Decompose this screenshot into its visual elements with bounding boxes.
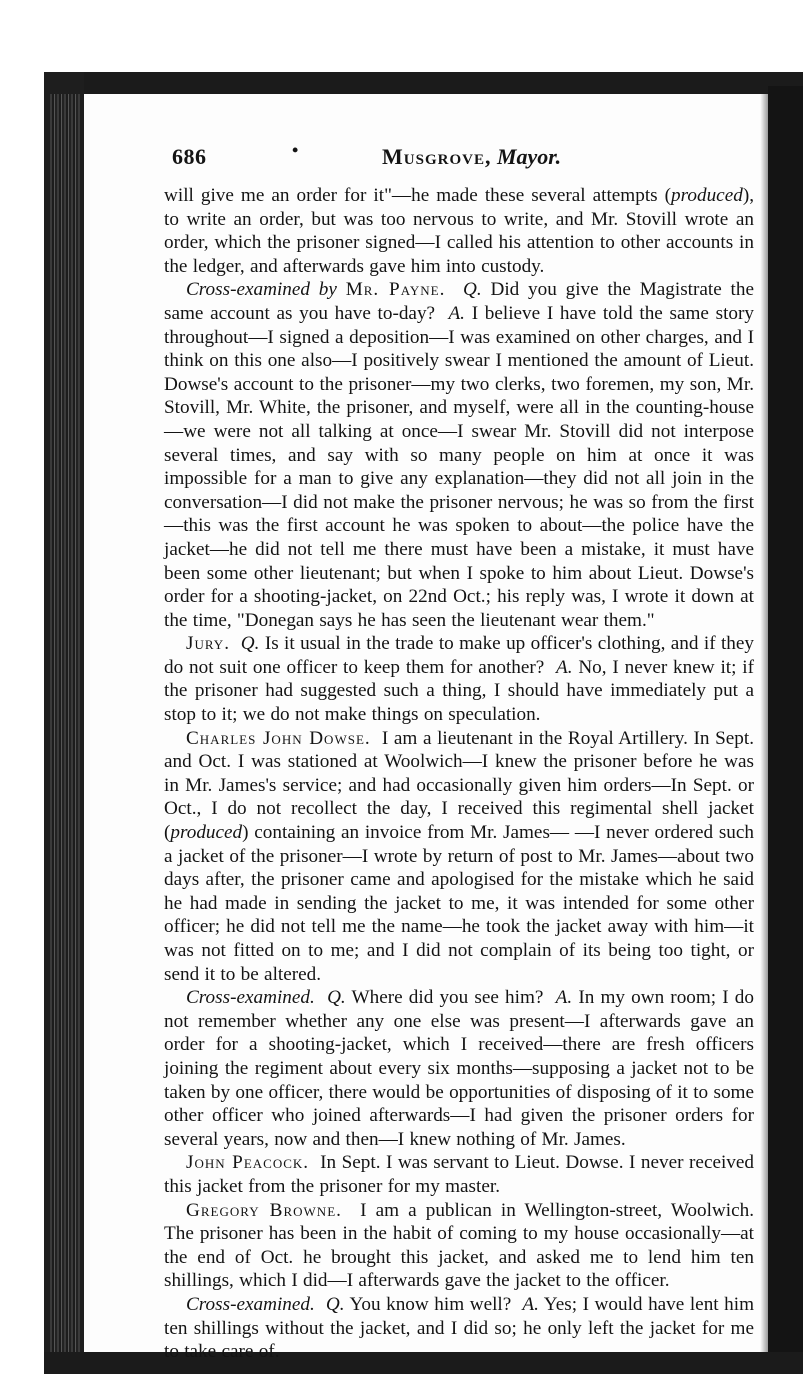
speaker-name: Mr. Payne. — [345, 279, 446, 301]
italic-produced: produced — [170, 822, 243, 844]
paragraph-8 — [164, 1293, 754, 1364]
answer-text: Yes; I would have lent him ten shillings without the jacket, and I did so; he only left the jacket for me to take care of. — [164, 1293, 755, 1363]
answer-text: No, I never knew it; if the prisoner had suggested such a thing, I should have immediately put a stop to it; we do not make things on speculation. — [164, 656, 754, 726]
speaker-label: Cross-examined. — [186, 987, 315, 1009]
book-page — [84, 94, 760, 1363]
answer-text: In my own room; I do not remember whether any one else was present—I afterwards gave an order for a shooting-jacket, which I received—there are fresh officers joining the regiment about every six months—supposing a jacket not to be taken by one officer, there would be opportunities of disposing of it to some other officer who joined afterwards—I had given the prisoner orders for several years, now and then—I knew nothing of Mr. James. — [164, 987, 754, 1150]
answer-marker: A. — [448, 302, 465, 324]
paragraph-6 — [164, 1151, 754, 1198]
film-frame-right — [768, 86, 803, 1366]
paragraph-text: I am a publican in Wellington-street, Woolwich. The prisoner has been in the habit of coming to my house occasionally—at the end of Oct. he brought this jacket, and asked me to lend him ten shillings, which I did—I afterwards gave the jacket to the officer. — [164, 1199, 755, 1292]
paragraph-text: I am a lieutenant in the Royal Artillery. In Sept. and Oct. I was stationed at Woolwich—I knew the prisoner before he was in Mr. James's service; and had occasionally given him orders—In Sept. or Oct., I do not recollect the day, I received this regimental shell jacket ( — [164, 727, 754, 844]
question-text: Where did you see him? — [351, 987, 544, 1009]
paragraph-text: ), to write an order, but was too nervous to write, and Mr. Stovill wrote an order, which the prisoner signed—I called his attention to other accounts in the ledger, and afterwards gave him into custody. — [164, 185, 754, 277]
header-mark: • — [292, 140, 299, 160]
question-text: You know him well? — [349, 1293, 512, 1315]
answer-text: I believe I have told the same story throughout—I signed a deposition—I was examined on other charges, and I think on this one also—I positively swear I mentioned the amount of Lieut. Dowse's account to the prisoner—my two clerks, two foremen, my son, Mr. Stovill, Mr. White, the prisoner, and myself, were all in the counting-house—we were not all talking at once—I swear Mr. Stovill did not interpose several times, and say with so many people on him at once it was impossible for a man to give any explanation—they did not all join in the conversation—I did not make the prisoner nervous; he was so from the first—this was the first account he was spoken to about—the police have the jacket—he did not tell me there must have been a mistake, it must have been some other lieutenant; but when I spoke to him about Lieut. Dowse's order for a shooting-jacket, on 22nd Oct.; his reply was, I wrote it down at the time, "Donegan says he has seen the lieutenant wear them." — [164, 302, 755, 631]
italic-produced: produced — [671, 185, 743, 206]
paragraph-text: will give me an order for it"—he made these several attempts ( — [164, 185, 672, 206]
speaker-name: Charles John Dowse. — [186, 727, 371, 749]
question-marker: Q. — [327, 987, 346, 1009]
paragraph-4 — [164, 727, 754, 987]
film-frame-top — [44, 72, 803, 94]
running-head — [172, 140, 732, 174]
question-text: Did you give the Magistrate the same account as you have to-day? — [164, 279, 754, 324]
paragraph-3 — [164, 632, 754, 726]
text-column — [164, 184, 754, 1364]
paragraph-7 — [164, 1199, 754, 1293]
paragraph-text: ) containing an invoice from Mr. James— —I never ordered such a jacket of the prisoner—I wrote by return of post to Mr. James—about two days after, the prisoner came and apologised for the mistake which he said he had made in sending the jacket to me, it was intended for some other officer; he did not tell me the name—he took the jacket away with him—it was not fitted on to me; and I did not complain of its being too tight, or send it to be altered. — [164, 822, 754, 985]
question-marker: Q. — [325, 1293, 345, 1315]
paragraph-1 — [164, 184, 754, 278]
speaker-name: John Peacock. — [186, 1152, 310, 1174]
book-page-edges — [50, 94, 80, 1364]
speaker-name: Gregory Browne. — [186, 1199, 342, 1221]
question-text: Is it usual in the trade to make up officer's clothing, and if they do not suit one officer to keep them for another? — [164, 633, 755, 678]
running-title-role: Mayor. — [496, 144, 562, 169]
paragraph-2 — [164, 278, 754, 632]
gutter-shadow — [760, 94, 768, 1352]
answer-marker: A. — [555, 656, 573, 678]
running-title — [382, 144, 561, 170]
paragraph-text: In Sept. I was servant to Lieut. Dowse. I never received this jacket from the prisoner for my master. — [164, 1152, 755, 1197]
paragraph-5 — [164, 986, 754, 1151]
question-marker: Q. — [463, 279, 482, 301]
running-title-name: Musgrove, — [382, 144, 492, 169]
speaker-label: Cross-examined. — [186, 1293, 315, 1315]
answer-marker: A. — [522, 1293, 539, 1315]
speaker-label: Cross-examined by — [186, 279, 337, 301]
question-marker: Q. — [240, 633, 260, 655]
answer-marker: A. — [555, 987, 573, 1009]
speaker-name: Jury. — [186, 633, 230, 655]
page-number: 686 — [172, 144, 207, 169]
